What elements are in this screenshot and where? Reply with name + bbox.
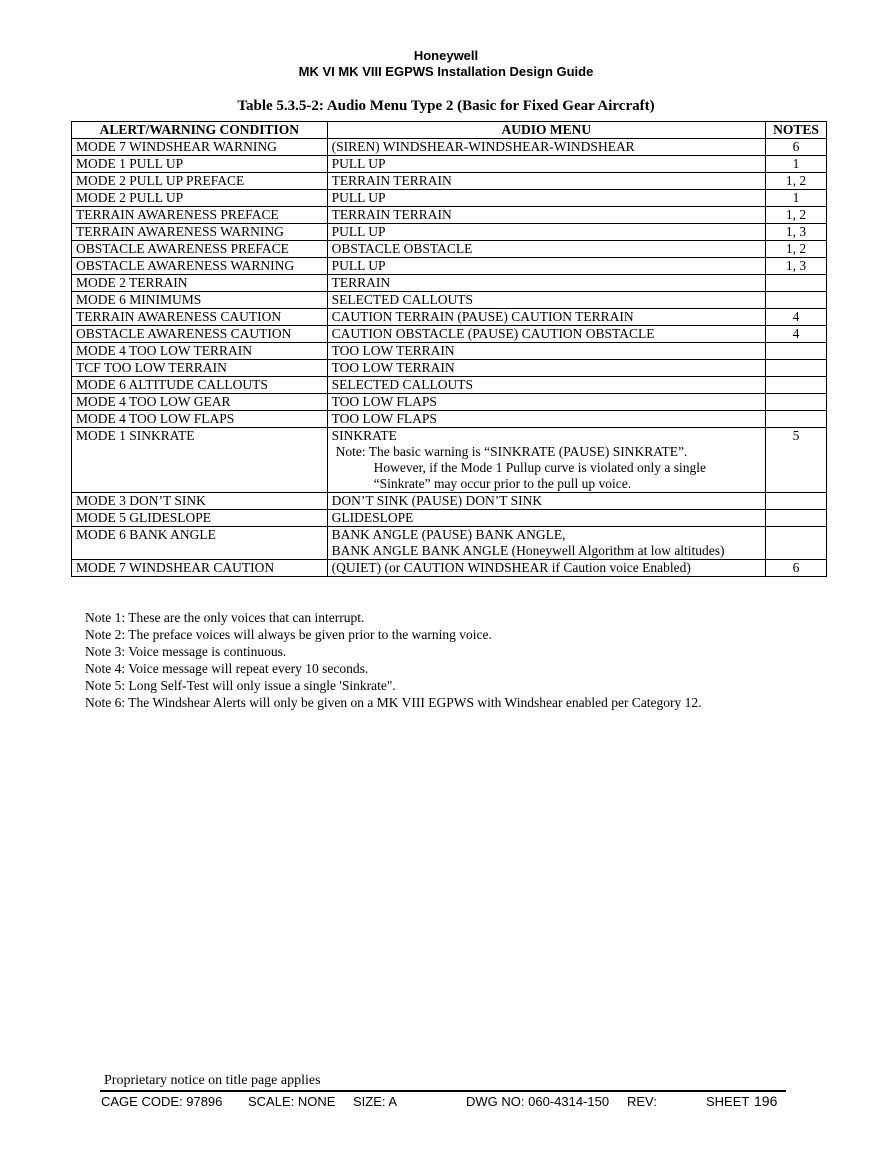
- drawing-number: DWG NO: 060-4314-150: [466, 1094, 610, 1109]
- table-title: Table 5.3.5-2: Audio Menu Type 2 (Basic for Fixed Gear Aircraft): [237, 98, 655, 114]
- condition-cell: MODE 7 WINDSHEAR WARNING: [72, 139, 328, 156]
- table-row: [72, 493, 827, 510]
- table-row: [72, 190, 827, 207]
- table-row: [72, 224, 827, 241]
- table-row: [72, 510, 827, 527]
- condition-cell: OBSTACLE AWARENESS PREFACE: [72, 241, 328, 258]
- audio-menu-line: PULL UP: [331, 258, 386, 273]
- condition-cell: MODE 2 PULL UP PREFACE: [72, 173, 328, 190]
- audio-menu-cell: [327, 394, 765, 411]
- audio-menu-cell: [327, 360, 765, 377]
- company-name: Honeywell: [413, 48, 479, 63]
- audio-menu-line: PULL UP: [331, 224, 386, 239]
- notes-cell: 6: [766, 139, 827, 156]
- revision: REV:: [627, 1094, 657, 1109]
- audio-menu-cell: [327, 190, 765, 207]
- notes-cell: 5: [766, 428, 827, 493]
- audio-menu-table: [71, 121, 827, 577]
- condition-cell: MODE 5 GLIDESLOPE: [72, 510, 328, 527]
- audio-menu-cell: [327, 139, 765, 156]
- condition-cell: MODE 1 SINKRATE: [72, 428, 328, 493]
- audio-menu-line: PULL UP: [331, 156, 386, 171]
- table-row: [72, 258, 827, 275]
- notes-cell: 1, 3: [766, 224, 827, 241]
- table-header-row: [72, 122, 827, 139]
- audio-menu-cell: [327, 156, 765, 173]
- audio-menu-line: PULL UP: [331, 190, 386, 205]
- condition-cell: MODE 3 DON’T SINK: [72, 493, 328, 510]
- audio-menu-cell: [327, 377, 765, 394]
- audio-menu-cell: [327, 173, 765, 190]
- audio-menu-cell: [327, 224, 765, 241]
- notes-cell: 6: [766, 560, 827, 577]
- audio-menu-line: (SIREN) WINDSHEAR-WINDSHEAR-WINDSHEAR: [331, 139, 635, 154]
- audio-menu-cell: [327, 510, 765, 527]
- size: SIZE: A: [353, 1094, 398, 1109]
- audio-menu-line: BANK ANGLE (PAUSE) BANK ANGLE,: [331, 527, 566, 542]
- table-row: [72, 275, 827, 292]
- audio-menu-cell: [327, 560, 765, 577]
- table-row: [72, 241, 827, 258]
- sheet-label: SHEET: [706, 1094, 750, 1109]
- condition-cell: MODE 2 PULL UP: [72, 190, 328, 207]
- audio-menu-line: GLIDESLOPE: [331, 510, 414, 525]
- table-row: [72, 326, 827, 343]
- column-header-audio-menu: AUDIO MENU: [327, 122, 765, 139]
- table-row: [72, 560, 827, 577]
- table-row: [72, 411, 827, 428]
- notes-cell: [766, 411, 827, 428]
- audio-menu-line: Note: The basic warning is “SINKRATE (PAUSE) SINKRATE”.: [335, 444, 688, 459]
- audio-menu-line: (QUIET) (or CAUTION WINDSHEAR if Caution voice Enabled): [331, 560, 691, 575]
- proprietary-notice: Proprietary notice on title page applies: [104, 1073, 321, 1088]
- table-row: [72, 207, 827, 224]
- notes-cell: [766, 527, 827, 560]
- table-row: [72, 527, 827, 560]
- condition-cell: MODE 4 TOO LOW TERRAIN: [72, 343, 328, 360]
- audio-menu-cell: [327, 326, 765, 343]
- audio-menu-cell: [327, 411, 765, 428]
- notes-cell: 1: [766, 190, 827, 207]
- notes-cell: [766, 377, 827, 394]
- notes-cell: 1: [766, 156, 827, 173]
- audio-menu-cell: [327, 309, 765, 326]
- table-row: [72, 343, 827, 360]
- footer-rule: [100, 1090, 786, 1092]
- audio-menu-line: TOO LOW TERRAIN: [331, 343, 455, 358]
- footnote: Note 6: The Windshear Alerts will only be given on a MK VIII EGPWS with Windshear enabled per Category 12.: [85, 695, 702, 710]
- audio-menu-line: CAUTION OBSTACLE (PAUSE) CAUTION OBSTACLE: [331, 326, 655, 341]
- audio-menu-line: TOO LOW FLAPS: [331, 411, 437, 426]
- table-body: [72, 139, 827, 577]
- notes-cell: 1, 3: [766, 258, 827, 275]
- table-row: [72, 173, 827, 190]
- table-row: [72, 309, 827, 326]
- condition-cell: TCF TOO LOW TERRAIN: [72, 360, 328, 377]
- condition-cell: OBSTACLE AWARENESS WARNING: [72, 258, 328, 275]
- condition-cell: MODE 2 TERRAIN: [72, 275, 328, 292]
- audio-menu-cell: [327, 428, 765, 493]
- table-row: [72, 377, 827, 394]
- document-title: MK VI MK VIII EGPWS Installation Design Guide: [298, 64, 594, 79]
- condition-cell: MODE 7 WINDSHEAR CAUTION: [72, 560, 328, 577]
- audio-menu-line: TOO LOW TERRAIN: [331, 360, 455, 375]
- scale: SCALE: NONE: [248, 1094, 336, 1109]
- audio-menu-cell: [327, 241, 765, 258]
- audio-menu-cell: [327, 258, 765, 275]
- notes-cell: [766, 394, 827, 411]
- audio-menu-line: CAUTION TERRAIN (PAUSE) CAUTION TERRAIN: [331, 309, 634, 324]
- audio-menu-cell: [327, 343, 765, 360]
- notes-cell: [766, 275, 827, 292]
- table-row: [72, 360, 827, 377]
- condition-cell: MODE 4 TOO LOW FLAPS: [72, 411, 328, 428]
- audio-menu-line: “Sinkrate” may occur prior to the pull up voice.: [373, 476, 632, 491]
- footnote: Note 3: Voice message is continuous.: [85, 644, 287, 659]
- notes-cell: 1, 2: [766, 241, 827, 258]
- condition-cell: MODE 6 ALTITUDE CALLOUTS: [72, 377, 328, 394]
- condition-cell: MODE 4 TOO LOW GEAR: [72, 394, 328, 411]
- audio-menu-line: However, if the Mode 1 Pullup curve is violated only a single: [373, 460, 706, 475]
- audio-menu-line: OBSTACLE OBSTACLE: [331, 241, 473, 256]
- notes-cell: [766, 493, 827, 510]
- notes-cell: [766, 292, 827, 309]
- sheet-number: 196: [754, 1093, 778, 1109]
- cage-code: CAGE CODE: 97896: [101, 1094, 223, 1109]
- condition-cell: TERRAIN AWARENESS CAUTION: [72, 309, 328, 326]
- audio-menu-cell: [327, 207, 765, 224]
- notes-cell: [766, 343, 827, 360]
- audio-menu-line: SELECTED CALLOUTS: [331, 377, 473, 392]
- table-row: [72, 292, 827, 309]
- audio-menu-line: SELECTED CALLOUTS: [331, 292, 473, 307]
- audio-menu-line: SINKRATE: [331, 428, 397, 443]
- footnote: Note 4: Voice message will repeat every 10 seconds.: [85, 661, 369, 676]
- audio-menu-line: BANK ANGLE BANK ANGLE (Honeywell Algorithm at low altitudes): [331, 543, 725, 558]
- table-row: [72, 156, 827, 173]
- audio-menu-line: TERRAIN TERRAIN: [331, 173, 452, 188]
- condition-cell: MODE 1 PULL UP: [72, 156, 328, 173]
- condition-cell: MODE 6 BANK ANGLE: [72, 527, 328, 560]
- audio-menu-cell: [327, 493, 765, 510]
- audio-menu-cell: [327, 275, 765, 292]
- footnotes: [85, 609, 702, 711]
- audio-menu-line: DON’T SINK (PAUSE) DON’T SINK: [331, 493, 543, 508]
- condition-cell: MODE 6 MINIMUMS: [72, 292, 328, 309]
- condition-cell: OBSTACLE AWARENESS CAUTION: [72, 326, 328, 343]
- column-header-condition: ALERT/WARNING CONDITION: [72, 122, 328, 139]
- column-header-notes: NOTES: [766, 122, 827, 139]
- condition-cell: TERRAIN AWARENESS PREFACE: [72, 207, 328, 224]
- notes-cell: 1, 2: [766, 207, 827, 224]
- table-row: [72, 139, 827, 156]
- audio-menu-line: TERRAIN TERRAIN: [331, 207, 452, 222]
- notes-cell: 4: [766, 309, 827, 326]
- footnote: Note 5: Long Self-Test will only issue a single 'Sinkrate".: [85, 678, 396, 693]
- notes-cell: [766, 360, 827, 377]
- notes-cell: 4: [766, 326, 827, 343]
- audio-menu-cell: [327, 527, 765, 560]
- footnote: Note 1: These are the only voices that can interrupt.: [85, 610, 365, 625]
- notes-cell: 1, 2: [766, 173, 827, 190]
- table-row: [72, 428, 827, 493]
- condition-cell: TERRAIN AWARENESS WARNING: [72, 224, 328, 241]
- footnote: Note 2: The preface voices will always be given prior to the warning voice.: [85, 627, 492, 642]
- audio-menu-line: TOO LOW FLAPS: [331, 394, 437, 409]
- audio-menu-cell: [327, 292, 765, 309]
- page-header: [0, 48, 892, 80]
- table-row: [72, 394, 827, 411]
- audio-menu-line: TERRAIN: [331, 275, 391, 290]
- notes-cell: [766, 510, 827, 527]
